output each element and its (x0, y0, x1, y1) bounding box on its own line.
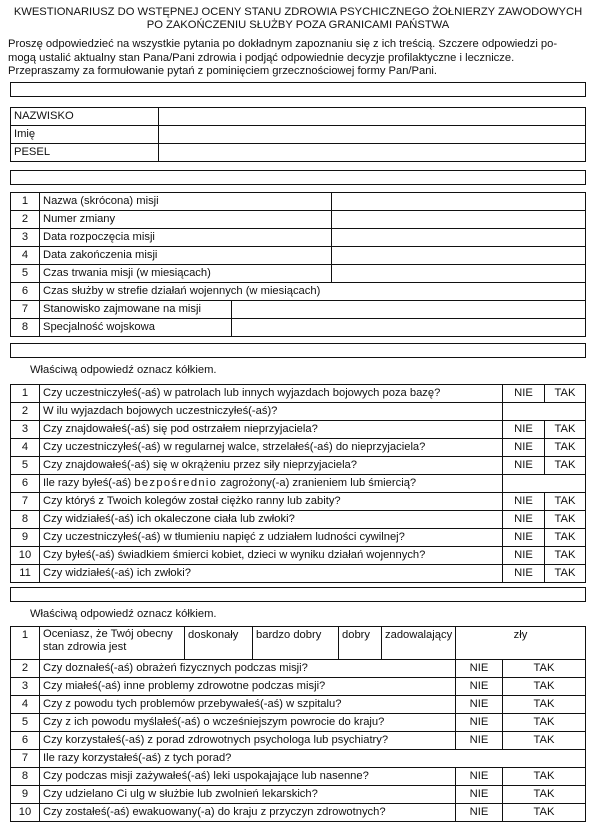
answer-yes[interactable]: TAK (545, 421, 586, 439)
mission-label: Data rozpoczęcia misji (40, 229, 332, 247)
row-number: 8 (11, 319, 40, 337)
pesel-field[interactable] (159, 144, 586, 162)
separator-bar (10, 170, 586, 185)
question-row (11, 750, 586, 768)
row-number: 1 (11, 385, 40, 403)
mission-row (11, 283, 586, 301)
question-text: Czy z powodu tych problemów przebywałeś(-aś) w szpitalu? (40, 696, 456, 714)
mission-row (11, 229, 586, 247)
question-text: Czy podczas misji zażywałeś(-aś) leki uspokajające lub nasenne? (40, 768, 456, 786)
question-row (11, 732, 586, 750)
mission-row (11, 301, 586, 319)
answer-no[interactable]: NIE (456, 660, 503, 678)
row-number: 8 (11, 511, 40, 529)
row-number: 6 (11, 475, 40, 493)
question-text-part: zagrożony(-a) zranieniem lub śmiercią? (217, 477, 417, 489)
row-number: 7 (11, 493, 40, 511)
question-row (11, 403, 586, 421)
row-number: 7 (11, 301, 40, 319)
section1-instruction: Właściwą odpowiedź oznacz kółkiem. (30, 364, 217, 376)
mission-field[interactable] (332, 229, 586, 247)
form-title (8, 6, 588, 32)
answer-field[interactable] (503, 403, 586, 421)
row-number: 4 (11, 439, 40, 457)
answer-yes[interactable]: TAK (503, 732, 586, 750)
answer-yes[interactable]: TAK (503, 804, 586, 822)
answer-yes[interactable]: TAK (503, 696, 586, 714)
row-number: 3 (11, 421, 40, 439)
section2-instruction: Właściwą odpowiedź oznacz kółkiem. (30, 608, 217, 620)
question-text: Czy zostałeś(-aś) ewakuowany(-a) do kraju z przyczyn zdrowotnych? (40, 804, 456, 822)
mission-label: Czas trwania misji (w miesiącach) (40, 265, 332, 283)
answer-yes[interactable]: TAK (503, 786, 586, 804)
question-text: Czy doznałeś(-aś) obrażeń fizycznych podczas misji? (40, 660, 456, 678)
question-row (11, 529, 586, 547)
question-text (40, 475, 503, 493)
mission-label: Specjalność wojskowa (40, 319, 232, 337)
mission-row (11, 193, 586, 211)
row-number: 6 (11, 732, 40, 750)
mission-row (11, 211, 586, 229)
answer-field[interactable] (503, 475, 586, 493)
answer-yes[interactable]: TAK (545, 493, 586, 511)
row-number: 2 (11, 211, 40, 229)
combat-questions-table (10, 384, 586, 583)
answer-yes[interactable]: TAK (503, 678, 586, 696)
answer-no[interactable]: NIE (456, 696, 503, 714)
mission-field[interactable] (332, 265, 586, 283)
answer-yes[interactable]: TAK (545, 565, 586, 583)
answer-yes[interactable]: TAK (503, 660, 586, 678)
answer-no[interactable]: NIE (503, 493, 545, 511)
mission-row (11, 265, 586, 283)
health-rating-row (11, 627, 586, 660)
question-row (11, 421, 586, 439)
mission-field[interactable] (232, 319, 586, 337)
intro-text (8, 38, 588, 79)
row-number: 10 (11, 804, 40, 822)
question-text: Czy korzystałeś(-aś) z porad zdrowotnych psychologa lub psychiatry? (40, 732, 456, 750)
personal-data-table (10, 107, 586, 162)
answer-no[interactable]: NIE (503, 457, 545, 475)
answer-yes[interactable]: TAK (503, 714, 586, 732)
mission-field[interactable] (332, 211, 586, 229)
mission-row (11, 247, 586, 265)
question-text: Czy uczestniczyłeś(-aś) w patrolach lub innych wyjazdach bojowych poza bazę? (40, 385, 503, 403)
question-text-emphasis: bezpośrednio (134, 477, 218, 489)
first-name-row (11, 126, 586, 144)
question-text-part: Ile razy byłeś(-aś) (43, 477, 135, 489)
question-row (11, 493, 586, 511)
mission-label: Czas służby w strefie działań wojennych (w miesiącach) (40, 283, 586, 301)
separator-bar (10, 587, 586, 602)
answer-no[interactable]: NIE (456, 732, 503, 750)
question-text: Czy udzielano Ci ulg w służbie lub zwolnień lekarskich? (40, 786, 456, 804)
answer-yes[interactable]: TAK (545, 529, 586, 547)
intro-line-2: mogą ustalić aktualny stan Pana/Pani zdrowia i podjąć odpowiednie decyzje profilaktyczne i lecznicze. (8, 51, 515, 64)
row-number: 11 (11, 565, 40, 583)
question-text: W ilu wyjazdach bojowych uczestniczyłeś(-aś)? (40, 403, 503, 421)
answer-yes[interactable]: TAK (503, 768, 586, 786)
rating-option[interactable]: zły (456, 627, 586, 660)
answer-no[interactable]: NIE (503, 547, 545, 565)
intro-line-3: Przepraszamy za formułowanie pytań z pominięciem grzecznościowej formy Pan/Pani. (8, 65, 438, 77)
title-line-2: PO ZAKOŃCZENIU SŁUŻBY POZA GRANICAMI PAŃSTWA (146, 19, 450, 31)
answer-yes[interactable]: TAK (545, 547, 586, 565)
row-number: 9 (11, 786, 40, 804)
row-number: 8 (11, 768, 40, 786)
row-number: 4 (11, 696, 40, 714)
question-row (11, 457, 586, 475)
mission-field[interactable] (332, 247, 586, 265)
question-text: Czy z ich powodu myślałeś(-aś) o wcześniejszym powrocie do kraju? (40, 714, 456, 732)
row-number: 3 (11, 678, 40, 696)
question-text: Czy znajdowałeś(-aś) się pod ostrzałem nieprzyjaciela? (40, 421, 503, 439)
separator-bar (10, 343, 586, 358)
separator-bar (10, 82, 586, 97)
question-row (11, 678, 586, 696)
question-text: Czy któryś z Twoich kolegów został ciężko ranny lub zabity? (40, 493, 503, 511)
question-text: Czy uczestniczyłeś(-aś) w regularnej walce, strzelałeś(-aś) do nieprzyjaciela? (40, 439, 503, 457)
question-text: Czy widziałeś(-aś) ich okaleczone ciała lub zwłoki? (40, 511, 503, 529)
question-row (11, 565, 586, 583)
row-number: 2 (11, 403, 40, 421)
question-text: Czy miałeś(-aś) inne problemy zdrowotne podczas misji? (40, 678, 456, 696)
answer-no[interactable]: NIE (503, 439, 545, 457)
rating-option[interactable]: doskonały (185, 627, 253, 660)
mission-row (11, 319, 586, 337)
surname-row (11, 108, 586, 126)
question-row (11, 768, 586, 786)
answer-yes[interactable]: TAK (545, 457, 586, 475)
answer-no[interactable]: NIE (503, 385, 545, 403)
answer-no[interactable]: NIE (456, 714, 503, 732)
pesel-label: PESEL (11, 144, 159, 162)
question-row (11, 439, 586, 457)
question-text: Ile razy korzystałeś(-aś) z tych porad? (40, 750, 586, 768)
answer-no[interactable]: NIE (456, 768, 503, 786)
rating-option[interactable]: dobry (339, 627, 382, 660)
answer-no[interactable]: NIE (503, 421, 545, 439)
rating-option[interactable]: bardzo dobry (253, 627, 339, 660)
answer-yes[interactable]: TAK (545, 385, 586, 403)
mission-table (10, 192, 586, 337)
question-row (11, 714, 586, 732)
mission-label: Stanowisko zajmowane na misji (40, 301, 232, 319)
question-row (11, 696, 586, 714)
question-row (11, 475, 586, 493)
first-name-field[interactable] (159, 126, 586, 144)
question-row (11, 804, 586, 822)
first-name-label: Imię (11, 126, 159, 144)
surname-field[interactable] (159, 108, 586, 126)
question-text: Oceniasz, że Twój obecny stan zdrowia jest (40, 627, 185, 660)
question-text: Czy uczestniczyłeś(-aś) w tłumieniu napięć z udziałem ludności cywilnej? (40, 529, 503, 547)
answer-no[interactable]: NIE (456, 786, 503, 804)
question-row (11, 660, 586, 678)
row-number: 9 (11, 529, 40, 547)
row-number: 5 (11, 714, 40, 732)
mission-label: Numer zmiany (40, 211, 332, 229)
mission-field[interactable] (332, 193, 586, 211)
answer-yes[interactable]: TAK (545, 511, 586, 529)
answer-yes[interactable]: TAK (545, 439, 586, 457)
question-row (11, 547, 586, 565)
question-text: Czy widziałeś(-aś) ich zwłoki? (40, 565, 503, 583)
row-number: 4 (11, 247, 40, 265)
question-row (11, 385, 586, 403)
answer-no[interactable]: NIE (503, 565, 545, 583)
answer-no[interactable]: NIE (503, 511, 545, 529)
health-questions-table (10, 626, 586, 822)
rating-option[interactable]: zadowalający (382, 627, 456, 660)
row-number: 7 (11, 750, 40, 768)
title-line-1: KWESTIONARIUSZ DO WSTĘPNEJ OCENY STANU ZDROWIA PSYCHICZNEGO ŻOŁNIERZY ZAWODOWYCH (13, 6, 583, 18)
answer-no[interactable]: NIE (456, 678, 503, 696)
surname-label: NAZWISKO (11, 108, 159, 126)
question-row (11, 511, 586, 529)
mission-label: Nazwa (skrócona) misji (40, 193, 332, 211)
mission-label: Data zakończenia misji (40, 247, 332, 265)
answer-no[interactable]: NIE (456, 804, 503, 822)
pesel-row (11, 144, 586, 162)
mission-field[interactable] (232, 301, 586, 319)
answer-no[interactable]: NIE (503, 529, 545, 547)
row-number: 1 (11, 193, 40, 211)
row-number: 2 (11, 660, 40, 678)
intro-line-1: Proszę odpowiedzieć na wszystkie pytania po dokładnym zapoznaniu się z ich treścią. Szczere odpowiedzi po- (8, 38, 558, 50)
row-number: 5 (11, 265, 40, 283)
question-text: Czy znajdowałeś(-aś) się w okrążeniu przez siły nieprzyjaciela? (40, 457, 503, 475)
row-number: 6 (11, 283, 40, 301)
row-number: 5 (11, 457, 40, 475)
question-row (11, 786, 586, 804)
question-text: Czy byłeś(-aś) świadkiem śmierci kobiet, dzieci w wyniku działań wojennych? (40, 547, 503, 565)
row-number: 3 (11, 229, 40, 247)
row-number: 1 (11, 627, 40, 660)
row-number: 10 (11, 547, 40, 565)
